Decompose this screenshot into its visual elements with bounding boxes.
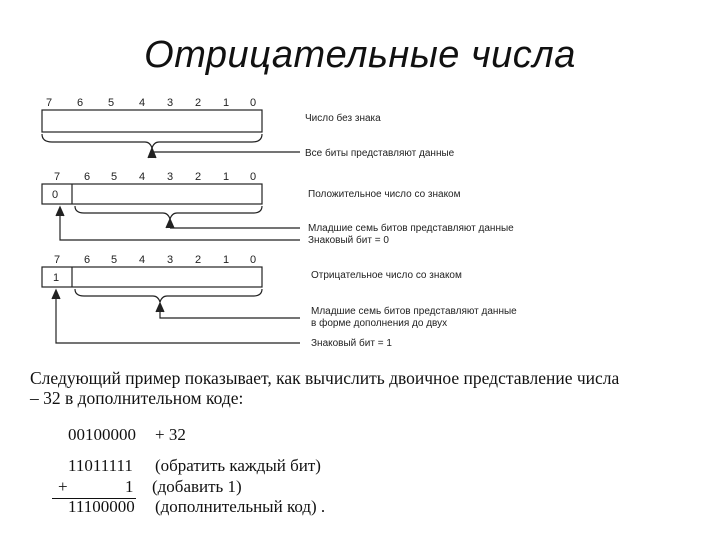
bit-number: 0 bbox=[250, 254, 257, 266]
sign-arrow-head bbox=[56, 207, 64, 216]
bit-numbers-row-3 bbox=[54, 254, 256, 266]
sign-arrow-line bbox=[60, 214, 300, 240]
bit-number: 1 bbox=[223, 171, 230, 183]
sign-arrow-head bbox=[52, 290, 60, 299]
bit-number: 3 bbox=[167, 97, 174, 109]
binary-comment: (обратить каждый бит) bbox=[155, 456, 321, 475]
bit-number: 1 bbox=[223, 97, 230, 109]
arrow-head bbox=[156, 303, 164, 312]
bit-number: 7 bbox=[54, 254, 61, 266]
byte-box bbox=[42, 267, 262, 287]
data-brace bbox=[75, 206, 262, 219]
label-unsigned: Число без знака bbox=[305, 113, 381, 124]
bit-number: 7 bbox=[54, 171, 61, 183]
bit-number: 3 bbox=[167, 171, 174, 183]
bit-number: 4 bbox=[139, 171, 146, 183]
bit-number: 2 bbox=[195, 97, 202, 109]
data-brace bbox=[42, 134, 262, 148]
binary-value: 00100000 bbox=[68, 425, 136, 444]
label-sign-bit-1: Знаковый бит = 1 bbox=[311, 338, 392, 349]
label-all-bits-data: Все биты представляют данные bbox=[305, 148, 455, 159]
data-brace bbox=[75, 289, 262, 302]
binary-comment: + 32 bbox=[155, 425, 186, 444]
bit-number: 6 bbox=[84, 171, 91, 183]
arrow-head bbox=[166, 219, 174, 228]
bit-number: 5 bbox=[108, 97, 115, 109]
arrow-head bbox=[148, 148, 156, 158]
sign-arrow-line bbox=[56, 297, 300, 343]
label-sign-bit-0: Знаковый бит = 0 bbox=[308, 235, 389, 246]
plus-operator: + bbox=[58, 477, 68, 496]
bit-number: 7 bbox=[46, 97, 53, 109]
bit-number: 4 bbox=[139, 254, 146, 266]
bit-number: 3 bbox=[167, 254, 174, 266]
arrow-line bbox=[160, 312, 300, 318]
bit-numbers-row-2 bbox=[54, 171, 256, 183]
diagram-labels bbox=[305, 112, 517, 349]
binary-comment: (добавить 1) bbox=[152, 477, 242, 496]
byte-box bbox=[42, 184, 262, 204]
label-seven-bits-data: Младшие семь битов представляют данные bbox=[311, 306, 517, 317]
diagram-positive-signed bbox=[42, 184, 300, 240]
bit-number: 6 bbox=[84, 254, 91, 266]
bit-number: 2 bbox=[195, 254, 202, 266]
binary-comment: (дополнительный код) . bbox=[155, 497, 326, 516]
sign-bit-value: 0 bbox=[52, 189, 59, 201]
label-positive-signed: Положительное число со знаком bbox=[308, 189, 461, 200]
label-twos-complement-form: в форме дополнения до двух bbox=[311, 318, 448, 329]
byte-box bbox=[42, 110, 262, 132]
example-intro-line-2: – 32 в дополнительном коде: bbox=[30, 388, 244, 408]
binary-value: 11100000 bbox=[68, 497, 135, 516]
bit-numbers-row-1 bbox=[46, 97, 256, 109]
bit-number: 5 bbox=[111, 254, 118, 266]
bit-number: 1 bbox=[223, 254, 230, 266]
bit-number: 6 bbox=[77, 97, 84, 109]
bit-number: 4 bbox=[139, 97, 146, 109]
example-intro-line-1: Следующий пример показывает, как вычислить двоичное представление числа bbox=[30, 368, 620, 388]
bit-number: 0 bbox=[250, 171, 257, 183]
bit-number: 0 bbox=[250, 97, 257, 109]
binary-value: 1 bbox=[125, 477, 134, 496]
binary-value: 11011111 bbox=[68, 456, 133, 475]
sign-bit-value: 1 bbox=[53, 272, 60, 284]
label-seven-bits-data: Младшие семь битов представляют данные bbox=[308, 223, 514, 234]
page-title: Отрицательные числа bbox=[144, 34, 576, 76]
bit-number: 2 bbox=[195, 171, 202, 183]
diagram-unsigned bbox=[42, 110, 300, 158]
label-negative-signed: Отрицательное число со знаком bbox=[311, 270, 462, 281]
bit-number: 5 bbox=[111, 171, 118, 183]
diagram-negative-signed bbox=[42, 267, 300, 343]
